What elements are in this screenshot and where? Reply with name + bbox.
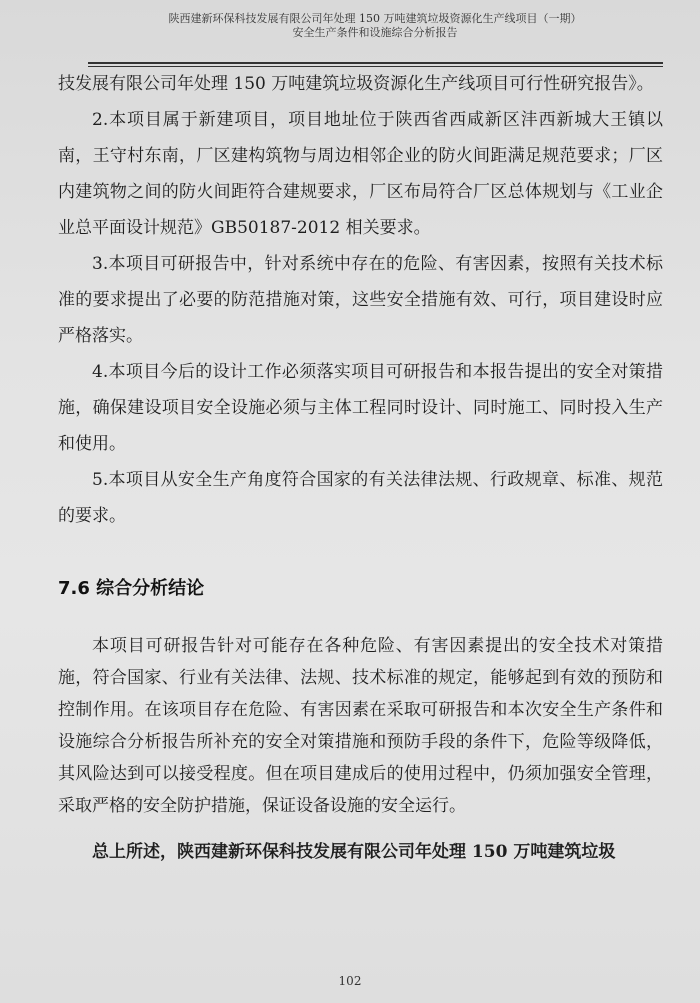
section-body	[58, 630, 663, 868]
paragraph-item-3: 3.本项目可研报告中，针对系统中存在的危险、有害因素，按照有关技术标准的要求提出了必要的防范措施对策，这些安全措施有效、可行，项目建设时应严格落实。	[58, 254, 663, 346]
header-rule	[88, 62, 663, 64]
header-line-1: 陕西建新环保科技发展有限公司年处理 150 万吨建筑垃圾资源化生产线项目（一期）	[168, 12, 582, 25]
paragraph-continuation: 技发展有限公司年处理 150 万吨建筑垃圾资源化生产线项目可行性研究报告》。	[58, 74, 654, 94]
header-line-2: 安全生产条件和设施综合分析报告	[292, 26, 458, 39]
conclusion-list	[58, 66, 663, 534]
summary-paragraph: 总上所述，陕西建新环保科技发展有限公司年处理 150 万吨建筑垃圾	[92, 842, 616, 862]
running-header	[95, 12, 655, 40]
paragraph-item-5: 5.本项目从安全生产角度符合国家的有关法律法规、行政规章、标准、规范的要求。	[58, 470, 663, 526]
section-heading: 7.6 综合分析结论	[58, 578, 205, 599]
section-paragraph: 本项目可研报告针对可能存在各种危险、有害因素提出的安全技术对策措施，符合国家、行业有关法律、法规、技术标准的规定，能够起到有效的预防和控制作用。在该项目存在危险、有害因素在采取可研报告和本次安全生产条件和设施综合分析报告所补充的安全对策措施和预防手段的条件下，危险等级降低，其风险达到可以接受程度。但在项目建成后的使用过程中，仍须加强安全管理，采取严格的安全防护措施，保证设备设施的安全运行。	[58, 636, 663, 816]
paragraph-item-4: 4.本项目今后的设计工作必须落实项目可研报告和本报告提出的安全对策措施，确保建设项目安全设施必须与主体工程同时设计、同时施工、同时投入生产和使用。	[58, 362, 663, 454]
paragraph-item-2: 2.本项目属于新建项目，项目地址位于陕西省西咸新区沣西新城大王镇以南，王守村东南，厂区建构筑物与周边相邻企业的防火间距满足规范要求；厂区内建筑物之间的防火间距符合建规要求，厂区布局符合厂区总体规划与《工业企业总平面设计规范》GB50187-2012 相关要求。	[58, 110, 663, 238]
page-number: 102	[338, 974, 362, 988]
